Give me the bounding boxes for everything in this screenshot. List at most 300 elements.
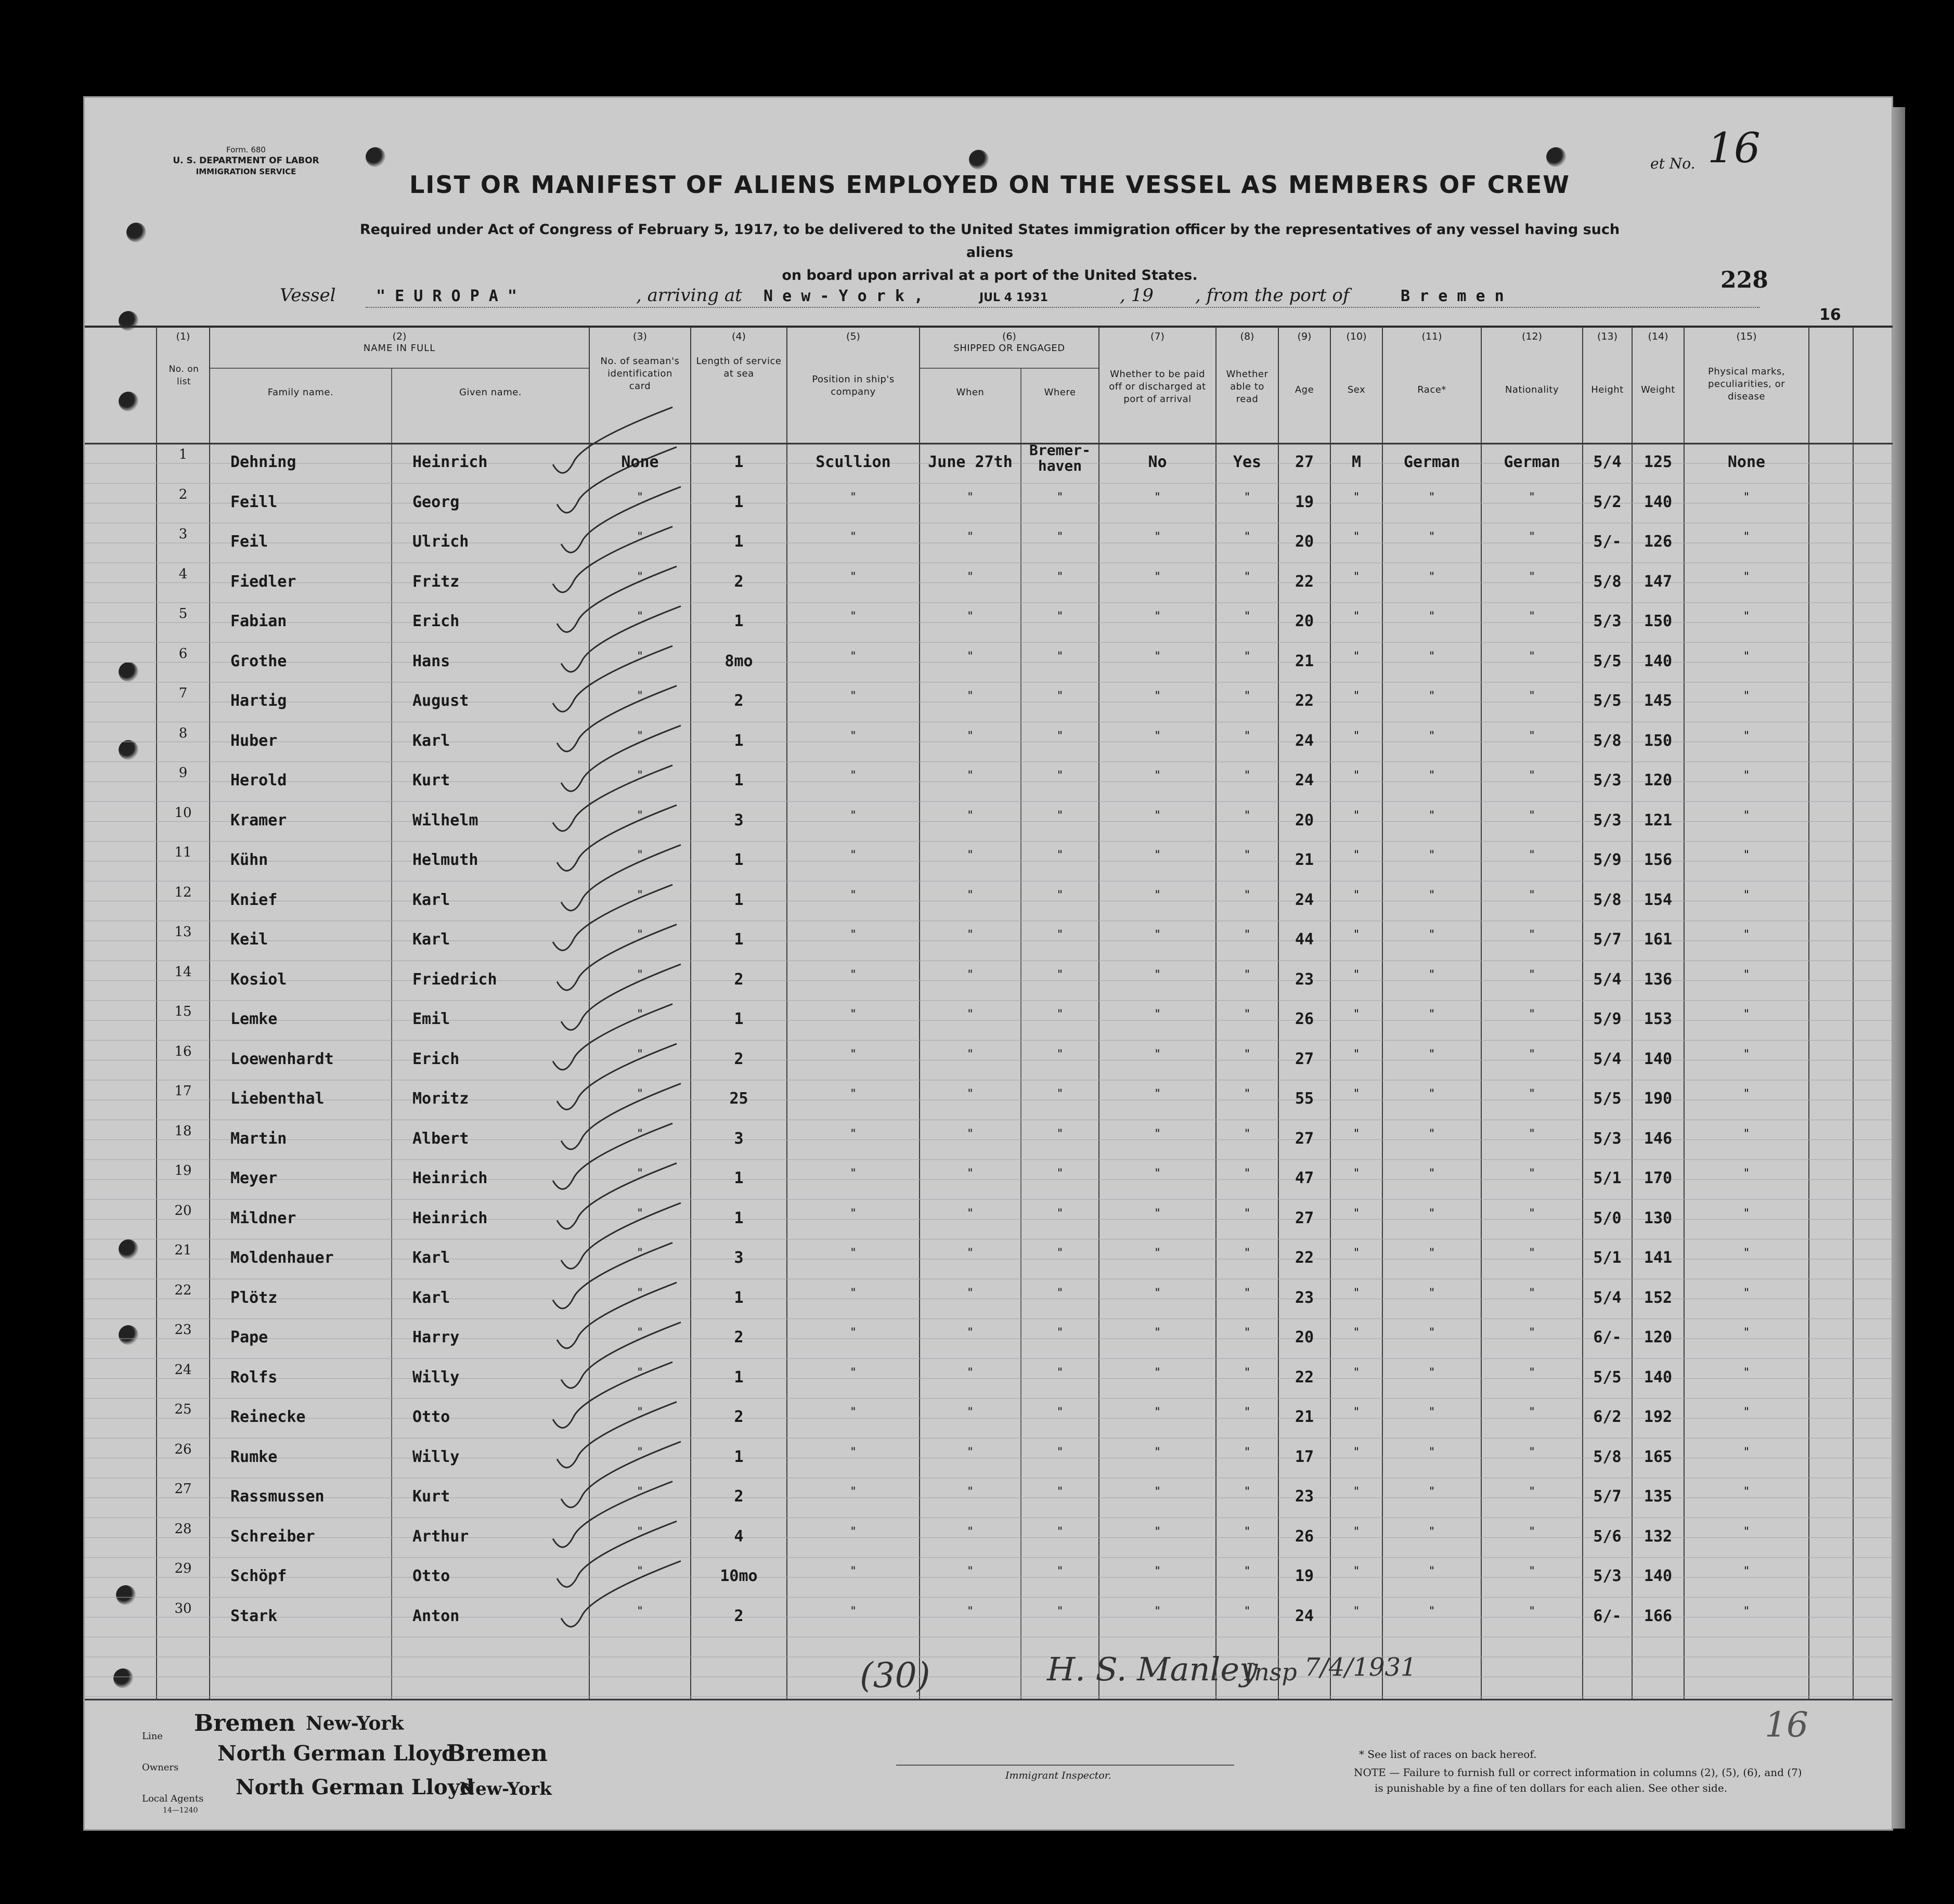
- able-to-read: ": [1244, 888, 1251, 902]
- physical-marks: ": [1743, 490, 1750, 504]
- header-where: Where: [1044, 387, 1076, 398]
- service-length: 2: [734, 1607, 744, 1625]
- given-name: Karl: [412, 930, 450, 949]
- paid-off: ": [1154, 729, 1161, 743]
- position: ": [849, 1604, 857, 1618]
- age: 24: [1295, 771, 1314, 789]
- header-no-on-list: No. on list: [169, 364, 199, 387]
- age: 24: [1295, 1607, 1314, 1625]
- race: ": [1428, 968, 1435, 981]
- race: ": [1428, 809, 1435, 822]
- race: ": [1428, 530, 1435, 543]
- family-name: Mildner: [230, 1209, 296, 1227]
- arrival-port: N e w - Y o r k ,: [764, 287, 924, 305]
- header-paid-off: Whether to be paid off or discharged at port of arrival: [1109, 369, 1206, 405]
- height: 5/4: [1593, 453, 1622, 471]
- id-card: ": [636, 729, 644, 743]
- given-name: Otto: [412, 1408, 450, 1426]
- race: ": [1428, 1326, 1435, 1339]
- shipped-where: ": [1056, 1087, 1064, 1100]
- race: ": [1428, 888, 1435, 902]
- position: ": [849, 1207, 857, 1220]
- given-name: Albert: [412, 1129, 469, 1148]
- shipped-when: ": [966, 968, 974, 981]
- position: ": [849, 1485, 857, 1498]
- service-length: 1: [734, 851, 744, 869]
- physical-marks: ": [1743, 968, 1750, 981]
- physical-marks: ": [1743, 1366, 1750, 1379]
- header-sex: Sex: [1347, 384, 1366, 395]
- age: 24: [1295, 890, 1314, 909]
- given-name: Hans: [412, 652, 450, 670]
- position: ": [849, 1406, 857, 1419]
- weight: 135: [1644, 1487, 1673, 1506]
- given-name: Willy: [412, 1447, 460, 1466]
- sex: ": [1353, 968, 1360, 981]
- age: 27: [1295, 453, 1314, 471]
- physical-marks: ": [1743, 1485, 1750, 1498]
- paid-off: ": [1154, 1247, 1161, 1260]
- position: ": [849, 968, 857, 981]
- weight: 154: [1644, 890, 1673, 909]
- header-age: Age: [1295, 384, 1314, 395]
- able-to-read: ": [1244, 570, 1251, 584]
- able-to-read: ": [1244, 968, 1251, 981]
- given-name: Karl: [412, 890, 450, 909]
- family-name: Schöpf: [230, 1567, 287, 1585]
- able-to-read: ": [1244, 610, 1251, 623]
- physical-marks: ": [1743, 650, 1750, 663]
- service-length: 2: [734, 1408, 744, 1426]
- nationality: ": [1528, 888, 1536, 902]
- sex: ": [1353, 1604, 1360, 1618]
- given-name: Georg: [412, 493, 460, 511]
- service-length: 1: [734, 453, 744, 471]
- physical-marks: ": [1743, 570, 1750, 584]
- service-length: 1: [734, 1447, 744, 1466]
- able-to-read: ": [1244, 1207, 1251, 1220]
- paid-off: ": [1154, 1565, 1161, 1578]
- header-id-card: No. of seaman's identification card: [600, 356, 680, 392]
- column-number: (1): [176, 331, 190, 342]
- service-length: 1: [734, 1209, 744, 1227]
- row-number: 23: [174, 1322, 192, 1338]
- local-agents-value-2: New-York: [459, 1779, 552, 1799]
- shipped-where: ": [1056, 968, 1064, 981]
- physical-marks: ": [1743, 1207, 1750, 1220]
- shipped-when: ": [966, 1127, 974, 1141]
- column-number: (3): [633, 331, 647, 342]
- shipped-when: June 27th: [928, 453, 1013, 471]
- header-able-to-read: Whether able to read: [1226, 369, 1269, 405]
- row-number: 9: [178, 765, 188, 781]
- family-name: Huber: [230, 731, 278, 750]
- id-card: ": [636, 1485, 644, 1498]
- weight: 153: [1644, 1010, 1673, 1028]
- row-number: 7: [178, 685, 188, 701]
- weight: 192: [1644, 1408, 1673, 1426]
- height: 5/5: [1593, 652, 1622, 670]
- nationality: ": [1528, 1207, 1536, 1220]
- given-name: Arthur: [412, 1527, 469, 1546]
- service-length: 1: [734, 771, 744, 789]
- shipped-where: ": [1056, 1525, 1064, 1538]
- position: ": [849, 1087, 857, 1100]
- position: ": [849, 1247, 857, 1260]
- row-number: 20: [174, 1202, 192, 1219]
- subtitle-line-1: Required under Act of Congress of February 5, 1917, to be delivered to the United States immigration officer by the representatives of any vessel having such aliens: [359, 222, 1620, 261]
- shipped-when: ": [966, 530, 974, 543]
- race: ": [1428, 1127, 1435, 1141]
- race: ": [1428, 729, 1435, 743]
- sex: ": [1353, 729, 1360, 743]
- weight: 132: [1644, 1527, 1673, 1546]
- departure-port: B r e m e n: [1401, 287, 1504, 305]
- given-name: Ulrich: [412, 533, 469, 551]
- age: 23: [1295, 970, 1314, 989]
- row-number: 16: [174, 1043, 192, 1059]
- shipped-when: ": [966, 1366, 974, 1379]
- paid-off: ": [1154, 570, 1161, 584]
- given-name: Wilhelm: [412, 811, 478, 830]
- given-name: Erich: [412, 612, 460, 630]
- able-to-read: ": [1244, 1247, 1251, 1260]
- able-to-read: ": [1244, 1286, 1251, 1300]
- row-number: 15: [174, 1004, 192, 1019]
- given-name: Karl: [412, 731, 450, 750]
- row-number: 17: [174, 1083, 192, 1099]
- shipped-when: ": [966, 1207, 974, 1220]
- header-height: Height: [1591, 384, 1624, 395]
- weight: 140: [1644, 1368, 1673, 1387]
- service-length: 1: [734, 930, 744, 949]
- shipped-when: ": [966, 729, 974, 743]
- given-name: Fritz: [412, 572, 460, 591]
- shipped-when: ": [966, 610, 974, 623]
- able-to-read: ": [1244, 809, 1251, 822]
- height: 5/4: [1593, 1288, 1622, 1307]
- nationality: ": [1528, 1008, 1536, 1021]
- note-block: [1354, 1765, 1874, 1796]
- able-to-read: ": [1244, 1565, 1251, 1578]
- able-to-read: ": [1244, 1008, 1251, 1021]
- service-length: 2: [734, 1050, 744, 1068]
- weight: 156: [1644, 851, 1673, 869]
- family-name: Feil: [230, 533, 268, 551]
- id-card: ": [636, 530, 644, 543]
- race: ": [1428, 1525, 1435, 1538]
- id-card: ": [636, 610, 644, 623]
- physical-marks: ": [1743, 1525, 1750, 1538]
- paid-off: No: [1148, 453, 1167, 471]
- given-name: Emil: [412, 1010, 450, 1028]
- nationality: ": [1528, 1127, 1536, 1141]
- shipped-when: ": [966, 1326, 974, 1339]
- paid-off: ": [1154, 968, 1161, 981]
- row-number: 13: [174, 924, 192, 940]
- able-to-read: ": [1244, 650, 1251, 663]
- weight: 170: [1644, 1169, 1673, 1187]
- family-name: Knief: [230, 890, 278, 909]
- row-number: 14: [174, 964, 192, 980]
- sex: ": [1353, 530, 1360, 543]
- sex: ": [1353, 1406, 1360, 1419]
- shipped-when: ": [966, 809, 974, 822]
- nationality: ": [1528, 928, 1536, 941]
- race: ": [1428, 1247, 1435, 1260]
- shipped-when: ": [966, 570, 974, 584]
- id-card: ": [636, 570, 644, 584]
- arriving-label: , arriving at: [636, 285, 742, 306]
- position: ": [849, 530, 857, 543]
- height: 5/5: [1593, 1368, 1622, 1387]
- id-card: ": [636, 1604, 644, 1618]
- row-number: 4: [178, 566, 188, 582]
- position: ": [849, 650, 857, 663]
- shipped-where: ": [1056, 570, 1064, 584]
- position: ": [849, 610, 857, 623]
- given-name: Karl: [412, 1249, 450, 1267]
- sex: ": [1353, 1247, 1360, 1260]
- able-to-read: ": [1244, 769, 1251, 782]
- shipped-where: ": [1056, 1604, 1064, 1618]
- arrival-date-stamp: JUL 4 1931: [979, 291, 1048, 304]
- row-number: 6: [178, 645, 188, 662]
- physical-marks: ": [1743, 1087, 1750, 1100]
- nationality: ": [1528, 690, 1536, 703]
- sex: ": [1353, 928, 1360, 941]
- column-number: (9): [1297, 331, 1312, 342]
- row-number: 30: [174, 1600, 192, 1616]
- nationality: ": [1528, 1406, 1536, 1419]
- physical-marks: ": [1743, 1286, 1750, 1300]
- height: 5/5: [1593, 692, 1622, 710]
- family-name: Stark: [230, 1607, 278, 1625]
- able-to-read: ": [1244, 1366, 1251, 1379]
- physical-marks: ": [1743, 1406, 1750, 1419]
- column-number: (13): [1597, 331, 1617, 342]
- able-to-read: ": [1244, 1167, 1251, 1180]
- nationality: ": [1528, 769, 1536, 782]
- age: 27: [1295, 1050, 1314, 1068]
- race: ": [1428, 1445, 1435, 1459]
- service-length: 10mo: [720, 1567, 758, 1585]
- physical-marks: ": [1743, 1604, 1750, 1618]
- family-name: Meyer: [230, 1169, 278, 1187]
- able-to-read: ": [1244, 1127, 1251, 1141]
- family-name: Lemke: [230, 1010, 278, 1028]
- nationality: ": [1528, 1525, 1536, 1538]
- shipped-where: Bremer-: [1029, 442, 1091, 459]
- family-name: Rumke: [230, 1447, 278, 1466]
- id-card: None: [621, 453, 659, 471]
- family-name: Hartig: [230, 692, 287, 710]
- id-card: ": [636, 1326, 644, 1339]
- inspector-date: 7/4/1931: [1304, 1653, 1417, 1682]
- service-length: 2: [734, 1328, 744, 1346]
- physical-marks: ": [1743, 1167, 1750, 1180]
- shipped-where: ": [1056, 1127, 1064, 1141]
- age: 20: [1295, 1328, 1314, 1346]
- physical-marks: ": [1743, 1565, 1750, 1578]
- physical-marks: ": [1743, 1008, 1750, 1021]
- header-physical-marks: Physical marks, peculiarities, or disease: [1707, 366, 1785, 402]
- id-card: ": [636, 690, 644, 703]
- sex: ": [1353, 1445, 1360, 1459]
- sex: ": [1353, 1127, 1360, 1141]
- given-name: Otto: [412, 1567, 450, 1585]
- id-card: ": [636, 1207, 644, 1220]
- sex: ": [1353, 610, 1360, 623]
- inspector-line: [896, 1765, 1234, 1766]
- physical-marks: ": [1743, 729, 1750, 743]
- column-number: (5): [846, 331, 860, 342]
- age: 21: [1295, 652, 1314, 670]
- paid-off: ": [1154, 1286, 1161, 1300]
- physical-marks: ": [1743, 849, 1750, 862]
- note-text: — Failure to furnish full or correct information in columns (2), (5), (6), and (7): [1389, 1766, 1802, 1779]
- age: 27: [1295, 1129, 1314, 1148]
- shipped-where: ": [1056, 1247, 1064, 1260]
- id-card: ": [636, 490, 644, 504]
- family-name: Liebenthal: [230, 1090, 325, 1108]
- shipped-when: ": [966, 769, 974, 782]
- weight: 150: [1644, 612, 1673, 630]
- position: ": [849, 928, 857, 941]
- sex: ": [1353, 570, 1360, 584]
- height: 6/2: [1593, 1408, 1622, 1426]
- service-length: 2: [734, 692, 744, 710]
- given-name: August: [412, 692, 469, 710]
- sex: ": [1353, 490, 1360, 504]
- line-value: Bremen: [194, 1710, 295, 1737]
- service-length: 1: [734, 1368, 744, 1387]
- sex: ": [1353, 650, 1360, 663]
- shipped-when: ": [966, 1406, 974, 1419]
- able-to-read: Yes: [1233, 453, 1262, 471]
- form-number: Form. 680: [226, 145, 266, 154]
- able-to-read: ": [1244, 530, 1251, 543]
- weight: 126: [1644, 533, 1673, 551]
- subtitle-line-2: on board upon arrival at a port of the United States.: [782, 267, 1198, 283]
- header-nationality: Nationality: [1505, 384, 1559, 395]
- shipped-when: ": [966, 490, 974, 504]
- race: ": [1428, 1565, 1435, 1578]
- shipped-when: ": [966, 1445, 974, 1459]
- nationality: ": [1528, 1047, 1536, 1061]
- sheet-number: 16: [1707, 124, 1761, 172]
- physical-marks: ": [1743, 769, 1750, 782]
- weight: 165: [1644, 1447, 1673, 1466]
- paid-off: ": [1154, 1127, 1161, 1141]
- height: 5/7: [1593, 930, 1622, 949]
- race: ": [1428, 1286, 1435, 1300]
- weight: 121: [1644, 811, 1673, 830]
- row-number: 1: [178, 447, 188, 462]
- age: 19: [1295, 493, 1314, 511]
- weight: 150: [1644, 731, 1673, 750]
- age: 26: [1295, 1010, 1314, 1028]
- family-name: Rolfs: [230, 1368, 278, 1387]
- paid-off: ": [1154, 1445, 1161, 1459]
- able-to-read: ": [1244, 1604, 1251, 1618]
- paid-off: ": [1154, 1525, 1161, 1538]
- position: ": [849, 1366, 857, 1379]
- paid-off: ": [1154, 610, 1161, 623]
- paid-off: ": [1154, 769, 1161, 782]
- position: ": [849, 570, 857, 584]
- family-name: Martin: [230, 1129, 287, 1148]
- shipped-where: ": [1056, 928, 1064, 941]
- shipped-where: ": [1056, 1406, 1064, 1419]
- shipped-where: ": [1056, 769, 1064, 782]
- sex: ": [1353, 1087, 1360, 1100]
- column-number: (15): [1736, 331, 1757, 342]
- weight: 120: [1644, 771, 1673, 789]
- shipped-when: ": [966, 1008, 974, 1021]
- row-number: 28: [174, 1521, 192, 1537]
- sex: ": [1353, 1525, 1360, 1538]
- paid-off: ": [1154, 1485, 1161, 1498]
- shipped-where: ": [1056, 1047, 1064, 1061]
- sex: M: [1351, 453, 1362, 471]
- race: ": [1428, 1008, 1435, 1021]
- weight: 125: [1644, 453, 1673, 471]
- able-to-read: ": [1244, 1047, 1251, 1061]
- column-number: (10): [1346, 331, 1367, 342]
- sex: ": [1353, 1008, 1360, 1021]
- nationality: ": [1528, 1445, 1536, 1459]
- service-length: 8mo: [724, 652, 753, 670]
- nationality: ": [1528, 729, 1536, 743]
- age: 26: [1295, 1527, 1314, 1546]
- id-card: ": [636, 1525, 644, 1538]
- height: 5/5: [1593, 1090, 1622, 1108]
- able-to-read: ": [1244, 490, 1251, 504]
- nationality: German: [1504, 453, 1560, 471]
- family-name: Loewenhardt: [230, 1050, 334, 1068]
- id-card: ": [636, 1087, 644, 1100]
- position: ": [849, 1167, 857, 1180]
- paid-off: ": [1154, 490, 1161, 504]
- total-count: (30): [860, 1655, 930, 1695]
- family-name: Keil: [230, 930, 268, 949]
- service-length: 1: [734, 612, 744, 630]
- given-name: Friedrich: [412, 970, 497, 989]
- column-number: (11): [1421, 331, 1442, 342]
- nationality: ": [1528, 1485, 1536, 1498]
- sheet-number-label: et No.: [1650, 155, 1696, 172]
- height: 5/3: [1593, 1567, 1622, 1585]
- weight: 161: [1644, 930, 1673, 949]
- row-number: 24: [174, 1362, 192, 1378]
- nationality: ": [1528, 1366, 1536, 1379]
- paid-off: ": [1154, 1167, 1161, 1180]
- height: 5/9: [1593, 1010, 1622, 1028]
- column-number: (4): [732, 331, 746, 342]
- height: 5/7: [1593, 1487, 1622, 1506]
- shipped-when: ": [966, 1525, 974, 1538]
- nationality: ": [1528, 968, 1536, 981]
- given-name: Heinrich: [412, 1209, 488, 1227]
- race: ": [1428, 570, 1435, 584]
- able-to-read: ": [1244, 690, 1251, 703]
- family-name: Grothe: [230, 652, 287, 670]
- age: 22: [1295, 692, 1314, 710]
- paid-off: ": [1154, 888, 1161, 902]
- physical-marks: ": [1743, 1326, 1750, 1339]
- owners-label: Owners: [142, 1762, 179, 1773]
